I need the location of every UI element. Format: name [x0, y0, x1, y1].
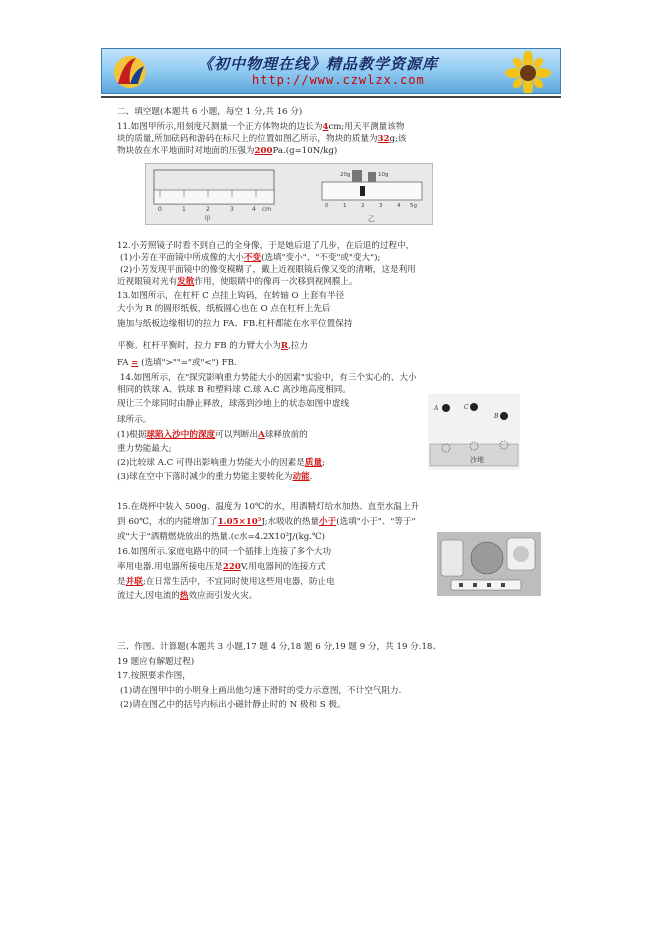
- q11-line1: 11.如图甲所示,用刻度尺测量一个正方体物块的边长为4cm;用天平测量该物: [117, 122, 405, 132]
- ruler-tick-4: 4: [252, 206, 256, 213]
- q14-line4: 球所示。: [117, 415, 152, 425]
- scale-tick-3: 3: [379, 203, 383, 209]
- scale-tick-0: 0: [325, 203, 329, 209]
- fig-label-jia: 甲: [204, 215, 211, 223]
- scale-tick-5g: 5g: [410, 203, 417, 209]
- q16-line4: 流过大,因电流的热效应而引发火灾。: [117, 591, 258, 601]
- ruler-tick-0: 0: [158, 206, 162, 213]
- ruler-and-scale-diagram: [146, 164, 432, 224]
- ruler-tick-2: 2: [206, 206, 210, 213]
- q12-line4: 近视眼镜对光有发散作用，使眼睛中的像再一次移到视网膜上。: [117, 277, 358, 287]
- q11-answer1: 4: [322, 122, 329, 132]
- q14-answer3: 质量: [304, 458, 323, 468]
- q14-answer4: 动能: [292, 472, 310, 482]
- section3-heading: 三、作图、计算题(本题共 3 小题,17 题 4 分,18 题 6 分,19 题 9 分，共 19 分.18、: [117, 642, 441, 652]
- sand-label: 沙地: [470, 456, 484, 464]
- q16-line2: 率用电器.用电器所接电压是220V,用电器间的连接方式: [117, 562, 326, 572]
- site-banner: [101, 48, 561, 94]
- site-logo-icon: [110, 54, 150, 90]
- q16-figure: [437, 532, 541, 596]
- ball-label-b: B: [494, 413, 499, 420]
- header-rule: [101, 96, 561, 98]
- ruler-tick-unit: cm: [262, 206, 272, 213]
- section3-heading-cont: 19 题应有解题过程): [117, 657, 195, 667]
- q13-line5: FA = (选填">""="或"<") FB.: [117, 358, 237, 368]
- q16-line1: 16.如图所示.家庭电路中的同一个插排上连接了多个大功: [117, 547, 332, 557]
- q16-answer2: 并联: [125, 577, 143, 587]
- q13-line4: 平衡。杠杆平衡时，拉力 FB 的力臂大小为R,拉力: [117, 341, 308, 351]
- q15-line1: 15.在烧杯中装入 500g、温度为 10℃的水，用酒精灯给水加热、直至水温上升: [117, 502, 420, 512]
- q14-line3: 现让三个球同时由静止释放，球落到沙地上的状态如图中虚线: [117, 399, 350, 409]
- weight-label-20g: 20g: [340, 172, 351, 178]
- q14-line7: (2)比较球 A.C 可得出影响重力势能大小的因素是质量;: [117, 458, 325, 468]
- q13-line2: 大小为 R 的圆形纸板，纸板圆心也在 O 点在杠杆上先后: [117, 304, 331, 314]
- q17-line2: (1)请在图甲中的小明身上画出他匀速下滑时的受力示意图，不计空气阻力.: [120, 686, 402, 696]
- sunflower-icon: [500, 51, 556, 94]
- weight-label-10g: 10g: [378, 172, 389, 178]
- q16-answer3: 热: [179, 591, 189, 601]
- q14-line5: (1)根据球陷入沙中的深度可以判断出A球释放前的: [117, 430, 308, 440]
- q12-line1: 12.小芳照镜子时看不到自己的全身像，于是她后退了几步，在后退的过程中，: [117, 241, 415, 251]
- q15-line3: 或"大于"酒精燃烧放出的热量.(c水=4.2X10³J/(kg.℃): [117, 532, 325, 542]
- q13-line3: 施加与纸板边缘相切的拉力 FA、FB.杠杆都能在水平位置保持: [117, 319, 353, 329]
- q11-answer3: 200: [254, 146, 273, 156]
- q11-answer2: 32: [377, 134, 390, 144]
- q13-line1: 13.如图所示，在杠杆 C 点挂上钩码，在转轴 O 上套有半径: [117, 291, 345, 301]
- q15-line2: 到 60℃，水的内能增加了1.05×10⁵J;水吸收的热量小于(选填"小于"、"等于": [117, 517, 416, 527]
- q16-line3: 是并联;在日常生活中，不宜同时使用这些用电器，防止电: [117, 577, 335, 587]
- q14-line6: 重力势能最大;: [117, 444, 172, 454]
- banner-url[interactable]: http://www.czwlzx.com: [252, 73, 425, 87]
- fig-label-yi: 乙: [368, 215, 375, 223]
- q14-line2: 相同的铁球 A、铁球 B 和塑料球 C.球 A.C 离沙地高度相同。: [117, 385, 351, 395]
- q15-answer2: 小于: [319, 517, 337, 527]
- balls-sand-diagram: [428, 394, 520, 470]
- q12-answer1: 不变: [243, 253, 262, 263]
- q14-answer1: 球陷入沙中的深度: [146, 430, 216, 440]
- ball-label-a: A: [434, 405, 439, 412]
- q14-line8: (3)球在空中下落时减少的重力势能主要转化为动能.: [117, 472, 313, 482]
- ruler-tick-3: 3: [230, 206, 234, 213]
- q17-line3: (2)请在图乙中的括号内标出小磁针静止时的 N 极和 S 极。: [120, 700, 346, 710]
- q14-line1: 14.如图所示，在"探究影响重力势能大小的因素"实验中，有三个实心的、大小: [120, 373, 417, 383]
- ruler-tick-1: 1: [182, 206, 186, 213]
- q17-line1: 17.按照要求作图，: [117, 671, 191, 681]
- ball-label-c: C: [464, 404, 469, 411]
- scale-tick-2: 2: [361, 203, 365, 209]
- q15-answer1: 1.05×10⁵: [217, 517, 262, 527]
- q13-answer1: R: [280, 341, 288, 351]
- appliances-photo-icon: [437, 532, 541, 596]
- q13-answer2: =: [131, 358, 139, 368]
- q14-answer2: A: [258, 430, 265, 440]
- scale-tick-4: 4: [397, 203, 401, 209]
- q16-answer1: 220: [222, 562, 241, 572]
- q14-figure: [428, 394, 520, 470]
- q11-line2: 块的质量,所加砝码和游码在标尺上的位置如图乙所示，物块的质量为32g;该: [117, 134, 407, 144]
- q12-line2: (1)小芳在平面镜中所成像的大小不变(选填"变小"、"不变"或"变大");: [120, 253, 381, 263]
- q12-line3: (2)小芳发现平面镜中的像变模糊了，戴上近视眼镜后像又变的清晰，这是利用: [120, 265, 416, 275]
- q11-line3: 物块放在水平地面时对地面的压强为200Pa.(g=10N/kg): [117, 146, 338, 156]
- banner-title: 《初中物理在线》精品教学资源库: [198, 55, 439, 73]
- q11-figure: [145, 163, 433, 225]
- scale-tick-1: 1: [343, 203, 347, 209]
- q12-answer2: 发散: [177, 277, 195, 287]
- section2-heading: 二、填空题(本题共 6 小题，每空 1 分,共 16 分): [117, 107, 303, 117]
